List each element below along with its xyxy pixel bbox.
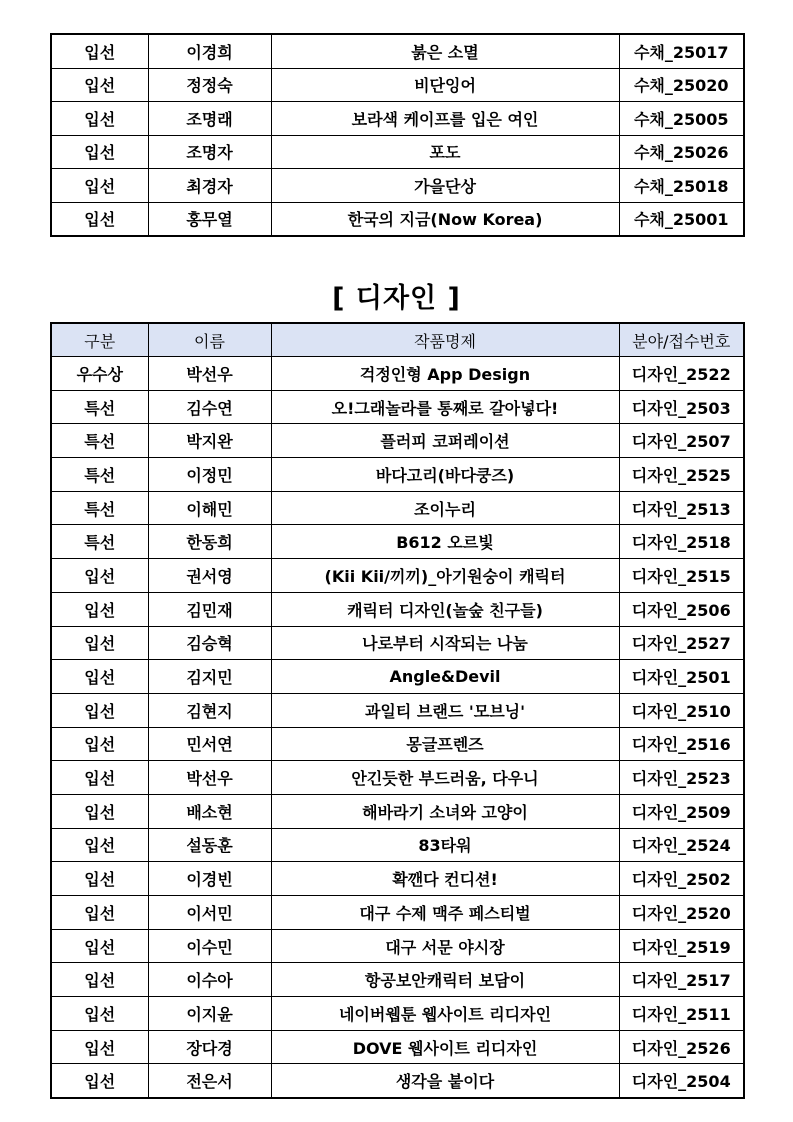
table-row xyxy=(51,727,744,761)
cell-name: 이경희 xyxy=(148,34,271,68)
cell-title: 생각을 붙이다 xyxy=(271,1064,619,1098)
table-row xyxy=(51,424,744,458)
cell-name: 김수연 xyxy=(148,390,271,424)
cell-title: 걱정인형 App Design xyxy=(271,357,619,391)
cell-title: 플러피 코퍼레이션 xyxy=(271,424,619,458)
table-row xyxy=(51,693,744,727)
cell-name: 권서영 xyxy=(148,559,271,593)
design-results-table xyxy=(50,322,745,1099)
cell-name: 이해민 xyxy=(148,491,271,525)
cell-name: 조명래 xyxy=(148,102,271,136)
cell-title: 가을단상 xyxy=(271,169,619,203)
cell-name: 이서민 xyxy=(148,896,271,930)
cell-award: 입선 xyxy=(51,202,148,236)
cell-title: 대구 수제 맥주 페스티벌 xyxy=(271,896,619,930)
cell-title: 몽글프렌즈 xyxy=(271,727,619,761)
header-name: 이름 xyxy=(148,323,271,357)
table-row xyxy=(51,169,744,203)
cell-award: 특선 xyxy=(51,491,148,525)
cell-id: 디자인_2509 xyxy=(619,794,744,828)
cell-id: 디자인_2517 xyxy=(619,963,744,997)
table-row xyxy=(51,626,744,660)
table-row xyxy=(51,929,744,963)
cell-award: 입선 xyxy=(51,559,148,593)
cell-id: 디자인_2501 xyxy=(619,660,744,694)
cell-award: 입선 xyxy=(51,997,148,1031)
cell-title: (Kii Kii/끼끼)_아기원숭이 캐릭터 xyxy=(271,559,619,593)
table-row xyxy=(51,68,744,102)
cell-title: 나로부터 시작되는 나눔 xyxy=(271,626,619,660)
cell-title: 대구 서문 야시장 xyxy=(271,929,619,963)
table-row xyxy=(51,491,744,525)
table-row xyxy=(51,202,744,236)
cell-id: 수채_25026 xyxy=(619,135,744,169)
cell-award: 입선 xyxy=(51,693,148,727)
cell-award: 입선 xyxy=(51,828,148,862)
header-award: 구분 xyxy=(51,323,148,357)
table-row xyxy=(51,828,744,862)
cell-title: 확깬다 컨디션! xyxy=(271,862,619,896)
table-row xyxy=(51,458,744,492)
table-row xyxy=(51,862,744,896)
cell-title: 조이누리 xyxy=(271,491,619,525)
cell-title: B612 오르빛 xyxy=(271,525,619,559)
cell-id: 디자인_2527 xyxy=(619,626,744,660)
cell-award: 입선 xyxy=(51,727,148,761)
cell-title: DOVE 웹사이트 리디자인 xyxy=(271,1030,619,1064)
cell-award: 입선 xyxy=(51,102,148,136)
cell-id: 디자인_2516 xyxy=(619,727,744,761)
cell-name: 전은서 xyxy=(148,1064,271,1098)
cell-name: 이수아 xyxy=(148,963,271,997)
cell-name: 김민재 xyxy=(148,592,271,626)
table-row xyxy=(51,135,744,169)
table-row xyxy=(51,357,744,391)
design-section-title: [ 디자인 ] xyxy=(332,283,461,314)
table-row xyxy=(51,896,744,930)
cell-name: 정정숙 xyxy=(148,68,271,102)
cell-award: 입선 xyxy=(51,68,148,102)
cell-title: 안긴듯한 부드러움, 다우니 xyxy=(271,761,619,795)
cell-title: 캐릭터 디자인(놀숲 친구들) xyxy=(271,592,619,626)
table-row xyxy=(51,525,744,559)
cell-id: 수채_25001 xyxy=(619,202,744,236)
cell-name: 홍무열 xyxy=(148,202,271,236)
cell-id: 디자인_2522 xyxy=(619,357,744,391)
cell-award: 입선 xyxy=(51,135,148,169)
cell-name: 최경자 xyxy=(148,169,271,203)
cell-award: 입선 xyxy=(51,896,148,930)
cell-id: 디자인_2519 xyxy=(619,929,744,963)
cell-id: 디자인_2502 xyxy=(619,862,744,896)
cell-id: 디자인_2507 xyxy=(619,424,744,458)
cell-award: 입선 xyxy=(51,34,148,68)
cell-award: 입선 xyxy=(51,761,148,795)
cell-award: 입선 xyxy=(51,862,148,896)
table-row xyxy=(51,559,744,593)
cell-title: 바다고리(바다쿵즈) xyxy=(271,458,619,492)
cell-name: 조명자 xyxy=(148,135,271,169)
cell-title: 한국의 지금(Now Korea) xyxy=(271,202,619,236)
table-row xyxy=(51,592,744,626)
cell-name: 한동희 xyxy=(148,525,271,559)
cell-award: 입선 xyxy=(51,592,148,626)
cell-name: 김승혁 xyxy=(148,626,271,660)
cell-award: 입선 xyxy=(51,1064,148,1098)
cell-title: 네이버웹툰 웹사이트 리디자인 xyxy=(271,997,619,1031)
table-row xyxy=(51,761,744,795)
cell-award: 입선 xyxy=(51,963,148,997)
header-id: 분야/접수번호 xyxy=(619,323,744,357)
cell-award: 우수상 xyxy=(51,357,148,391)
cell-award: 입선 xyxy=(51,660,148,694)
cell-name: 김지민 xyxy=(148,660,271,694)
cell-award: 특선 xyxy=(51,424,148,458)
table-header-row xyxy=(51,323,744,357)
cell-id: 수채_25005 xyxy=(619,102,744,136)
table-row xyxy=(51,794,744,828)
cell-award: 입선 xyxy=(51,1030,148,1064)
cell-title: 붉은 소멸 xyxy=(271,34,619,68)
cell-title: 보라색 케이프를 입은 여인 xyxy=(271,102,619,136)
cell-id: 디자인_2525 xyxy=(619,458,744,492)
table-row xyxy=(51,390,744,424)
cell-name: 설동훈 xyxy=(148,828,271,862)
table-row xyxy=(51,102,744,136)
cell-title: Angle&Devil xyxy=(271,660,619,694)
watercolor-results-table xyxy=(50,33,745,237)
cell-id: 수채_25017 xyxy=(619,34,744,68)
cell-name: 박선우 xyxy=(148,761,271,795)
cell-award: 특선 xyxy=(51,458,148,492)
cell-name: 이정민 xyxy=(148,458,271,492)
table-row xyxy=(51,1064,744,1098)
cell-name: 김현지 xyxy=(148,693,271,727)
cell-title: 항공보안캐릭터 보담이 xyxy=(271,963,619,997)
cell-title: 포도 xyxy=(271,135,619,169)
header-title: 작품명제 xyxy=(271,323,619,357)
cell-name: 민서연 xyxy=(148,727,271,761)
cell-id: 디자인_2506 xyxy=(619,592,744,626)
table-row xyxy=(51,963,744,997)
cell-name: 이지윤 xyxy=(148,997,271,1031)
cell-name: 장다경 xyxy=(148,1030,271,1064)
cell-award: 입선 xyxy=(51,169,148,203)
table-row xyxy=(51,660,744,694)
table-row xyxy=(51,34,744,68)
cell-title: 83타워 xyxy=(271,828,619,862)
cell-name: 박선우 xyxy=(148,357,271,391)
cell-title: 과일티 브랜드 '모브닝' xyxy=(271,693,619,727)
cell-award: 특선 xyxy=(51,390,148,424)
cell-id: 디자인_2503 xyxy=(619,390,744,424)
cell-name: 박지완 xyxy=(148,424,271,458)
cell-title: 해바라기 소녀와 고양이 xyxy=(271,794,619,828)
cell-id: 디자인_2520 xyxy=(619,896,744,930)
cell-id: 디자인_2524 xyxy=(619,828,744,862)
cell-id: 수채_25018 xyxy=(619,169,744,203)
cell-name: 이수민 xyxy=(148,929,271,963)
cell-title: 비단잉어 xyxy=(271,68,619,102)
cell-award: 입선 xyxy=(51,794,148,828)
cell-id: 디자인_2526 xyxy=(619,1030,744,1064)
cell-id: 디자인_2513 xyxy=(619,491,744,525)
cell-name: 배소현 xyxy=(148,794,271,828)
table-row xyxy=(51,1030,744,1064)
cell-id: 디자인_2511 xyxy=(619,997,744,1031)
cell-title: 오!그래놀라를 통째로 갈아넣다! xyxy=(271,390,619,424)
cell-award: 입선 xyxy=(51,929,148,963)
cell-id: 디자인_2518 xyxy=(619,525,744,559)
cell-id: 디자인_2510 xyxy=(619,693,744,727)
design-table-body xyxy=(51,357,744,1099)
cell-name: 이경빈 xyxy=(148,862,271,896)
cell-award: 입선 xyxy=(51,626,148,660)
cell-award: 특선 xyxy=(51,525,148,559)
cell-id: 디자인_2515 xyxy=(619,559,744,593)
cell-id: 디자인_2523 xyxy=(619,761,744,795)
cell-id: 디자인_2504 xyxy=(619,1064,744,1098)
cell-id: 수채_25020 xyxy=(619,68,744,102)
watercolor-table-body xyxy=(51,34,744,236)
table-row xyxy=(51,997,744,1031)
